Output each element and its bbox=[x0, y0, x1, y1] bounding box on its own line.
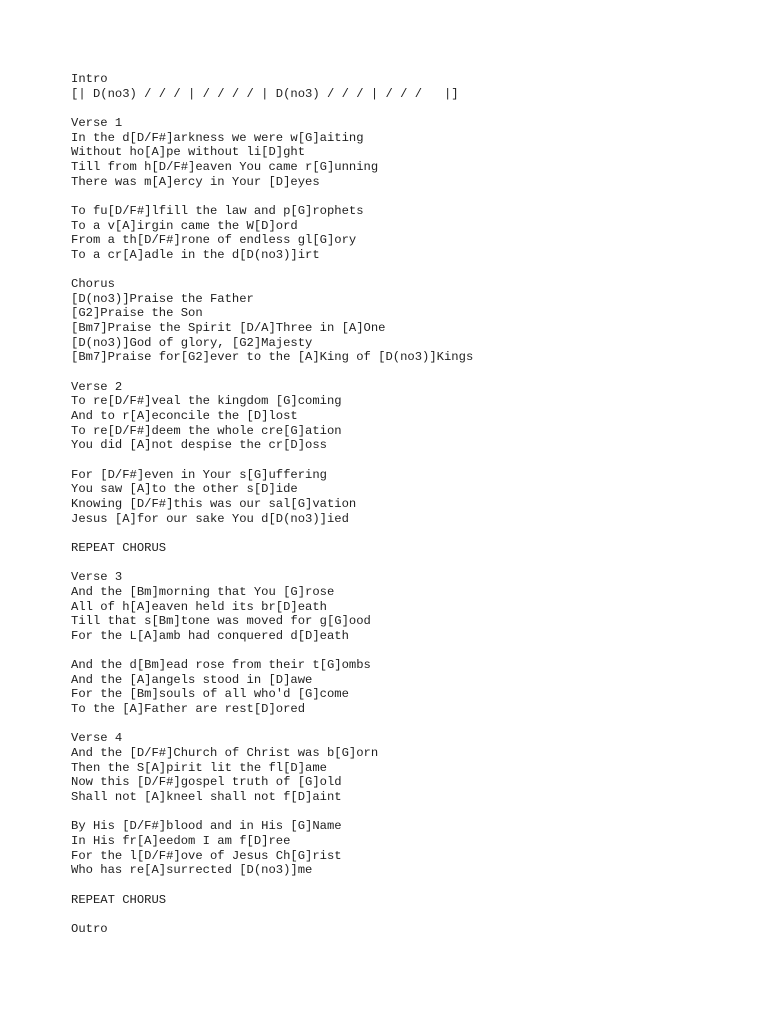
lyric-line: REPEAT CHORUS bbox=[71, 540, 167, 555]
blank-line bbox=[71, 717, 473, 732]
lyric-line: Knowing [D/F#]this was our sal[G]vation bbox=[71, 496, 357, 511]
lyric-line: And the d[Bm]ead rose from their t[G]ombs bbox=[71, 658, 371, 673]
lyric-line: Till from h[D/F#]eaven You came r[G]unning bbox=[71, 159, 379, 174]
lyric-line: And the [D/F#]Church of Christ was b[G]orn bbox=[71, 746, 379, 761]
lyric-line: Intro bbox=[71, 72, 108, 86]
lyric-line: [D(no3)]Praise the Father bbox=[71, 291, 254, 306]
lyric-line: To fu[D/F#]lfill the law and p[G]rophets bbox=[71, 203, 364, 218]
blank-line bbox=[71, 907, 473, 922]
lyric-line: REPEAT CHORUS bbox=[71, 892, 167, 907]
blank-line bbox=[71, 643, 473, 658]
lyric-line: To re[D/F#]deem the whole cre[G]ation bbox=[71, 423, 342, 438]
lyric-line: You saw [A]to the other s[D]ide bbox=[71, 482, 298, 497]
lyric-line: Without ho[A]pe without li[D]ght bbox=[71, 145, 306, 160]
blank-line bbox=[71, 526, 473, 541]
lyric-line: Now this [D/F#]gospel truth of [G]old bbox=[71, 775, 342, 790]
blank-line bbox=[71, 365, 473, 380]
lyric-line: Verse 4 bbox=[71, 731, 123, 746]
lyric-line: Shall not [A]kneel shall not f[D]aint bbox=[71, 790, 342, 805]
lyric-line: Verse 2 bbox=[71, 379, 123, 394]
lyric-line: In His fr[A]eedom I am f[D]ree bbox=[71, 833, 291, 848]
lyric-line: [G2]Praise the Son bbox=[71, 306, 203, 321]
lyric-line: To a cr[A]adle in the d[D(no3)]irt bbox=[71, 247, 320, 262]
lyric-line: [Bm7]Praise the Spirit [D/A]Three in [A]One bbox=[71, 321, 386, 336]
lyric-line: To the [A]Father are rest[D]ored bbox=[71, 702, 306, 717]
lyric-line: In the d[D/F#]arkness we were w[G]aiting bbox=[71, 130, 364, 145]
blank-line bbox=[71, 453, 473, 468]
lyric-line: For the l[D/F#]ove of Jesus Ch[G]rist bbox=[71, 848, 342, 863]
blank-line bbox=[71, 556, 473, 571]
lyric-line: To a v[A]irgin came the W[D]ord bbox=[71, 218, 298, 233]
lyric-line: [Bm7]Praise for[G2]ever to the [A]King of [D(no3)]Kings bbox=[71, 350, 474, 365]
lyric-line: Outro bbox=[71, 921, 108, 936]
lyric-line: To re[D/F#]veal the kingdom [G]coming bbox=[71, 394, 342, 409]
chord-sheet bbox=[71, 72, 473, 937]
lyric-line: There was m[A]ercy in Your [D]eyes bbox=[71, 174, 320, 189]
lyric-line: By His [D/F#]blood and in His [G]Name bbox=[71, 819, 342, 834]
blank-line bbox=[71, 805, 473, 820]
lyric-line: Chorus bbox=[71, 277, 115, 292]
lyric-line: Who has re[A]surrected [D(no3)]me bbox=[71, 863, 313, 878]
lyric-line: For [D/F#]even in Your s[G]uffering bbox=[71, 467, 327, 482]
lyric-line: Verse 1 bbox=[71, 115, 123, 130]
lyric-line: Jesus [A]for our sake You d[D(no3)]ied bbox=[71, 511, 349, 526]
lyric-line: For the L[A]amb had conquered d[D]eath bbox=[71, 628, 349, 643]
lyric-line: All of h[A]eaven held its br[D]eath bbox=[71, 599, 327, 614]
blank-line bbox=[71, 263, 473, 278]
lyric-line: Till that s[Bm]tone was moved for g[G]ood bbox=[71, 614, 371, 629]
lyric-line: And to r[A]econcile the [D]lost bbox=[71, 409, 298, 424]
lyric-line: You did [A]not despise the cr[D]oss bbox=[71, 438, 327, 453]
blank-line bbox=[71, 189, 473, 204]
lyric-line: And the [Bm]morning that You [G]rose bbox=[71, 584, 335, 599]
lyric-line: Verse 3 bbox=[71, 570, 123, 585]
lyric-line: Then the S[A]pirit lit the fl[D]ame bbox=[71, 760, 327, 775]
blank-line bbox=[71, 101, 473, 116]
lyric-line: For the [Bm]souls of all who'd [G]come bbox=[71, 687, 349, 702]
lyric-line: From a th[D/F#]rone of endless gl[G]ory bbox=[71, 233, 357, 248]
blank-line bbox=[71, 878, 473, 893]
lyric-line: And the [A]angels stood in [D]awe bbox=[71, 672, 313, 687]
lyric-line: [D(no3)]God of glory, [G2]Majesty bbox=[71, 335, 313, 350]
lyric-line: [| D(no3) / / / | / / / / | D(no3) / / / | / / / |] bbox=[71, 86, 459, 101]
